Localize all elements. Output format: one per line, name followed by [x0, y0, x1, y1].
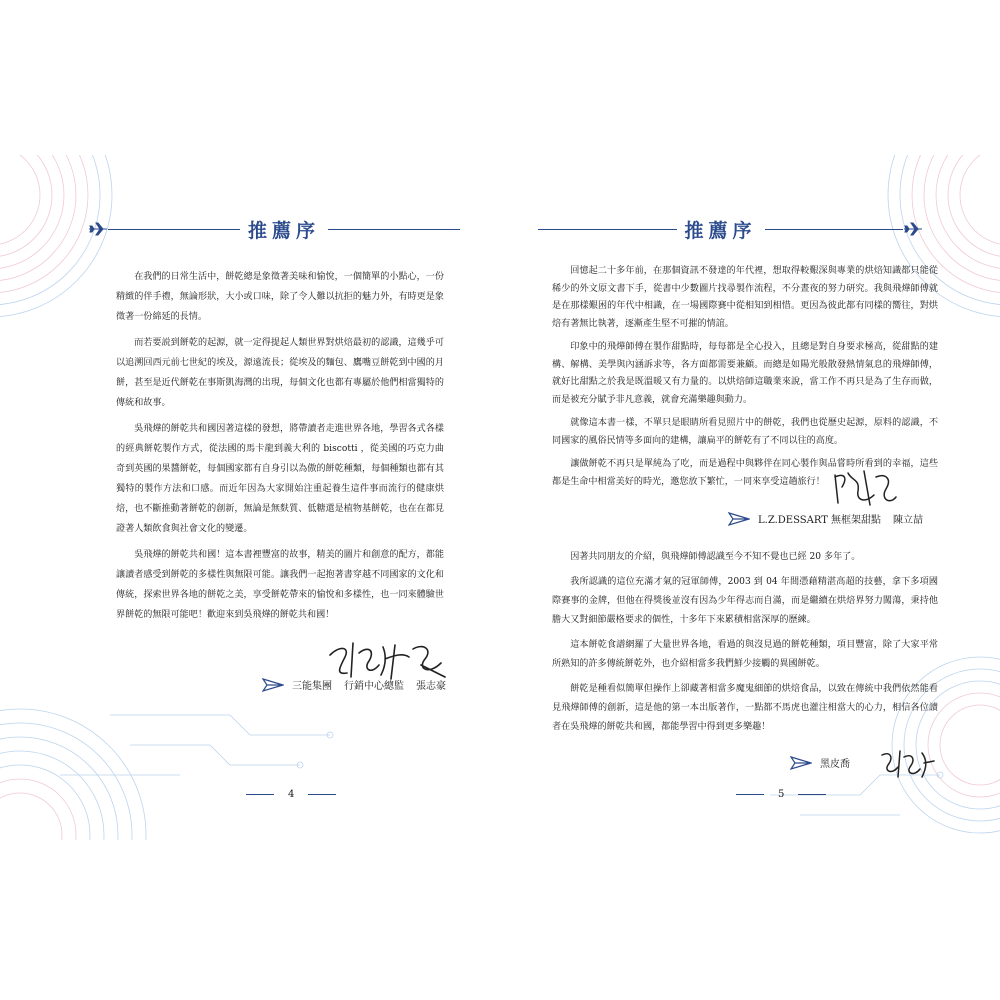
heading-rule-right [328, 229, 460, 230]
page-heading: 推薦序 [684, 219, 757, 242]
paragraph: 讓做餅乾不再只是單純為了吃，而是過程中與夥伴在同心製作與品嘗時所看到的幸福，這些都是生命中相當美好的時光，邀您放下繁忙，一同來享受這趟旅行！ [552, 459, 938, 487]
handwritten-signature [878, 747, 938, 781]
right-body-text-2 [552, 548, 938, 743]
signer-name: 陳立喆 [893, 515, 924, 526]
signer-line [262, 677, 458, 692]
paragraph: 在我們的日常生活中，餅乾總是象徵著美味和愉悅，一個簡單的小點心，一份精緻的伴手禮，無論形狀，大小或口味，除了令人難以抗拒的魅力外，有時更是象徵著一份綿延的長情。 [116, 272, 444, 322]
left-body-text [116, 267, 444, 631]
right-page [500, 155, 1000, 840]
paragraph: 就像這本書一樣，不單只是眼睛所看見照片中的餅乾，我們也從歷史起源，原料的認識，不同國家的風俗民情等多面向的建構，讓扁平的餅乾有了不同以往的高度。 [552, 418, 938, 446]
airplane-icon [88, 219, 108, 239]
left-page [0, 155, 500, 840]
page-number-right: 5 [722, 789, 840, 800]
paragraph: 這本餅乾食譜網羅了大量世界各地，看過的與沒見過的餅乾種類，項目豐富，除了大家平常所熟知的許多傳統餅乾外，也介紹相當多我們鮮少接觸的異國餅乾。 [552, 640, 938, 669]
heading-rule-right [765, 229, 904, 230]
signer1-line [728, 511, 935, 526]
airplane-icon [903, 219, 923, 239]
signer-title: 行銷中心總監 [344, 681, 404, 692]
paragraph: 而若要説到餅乾的起源，就一定得提起人類世界對烘焙最初的認識，這幾乎可以追溯回西元前七世紀的埃及，源遠流長；從埃及的麵包、鷹嘴豆餅乾到中國的月餅，甚至是近代餅乾在事斯凱海灣的出現，每個文化也都有專屬於他們相當獨特的傳統和故事。 [116, 338, 444, 408]
page-heading: 推薦序 [248, 219, 321, 242]
paragraph: 吳飛燁的餅乾共和國因著這樣的發想，將帶讀者走進世界各地，學習各式各樣的經典餅乾製作方式，從法國的馬卡龍到義大利的 biscotti ，從美國的巧克力曲奇到英國的果醬餅乾，每個國家都有自身引以為傲的餅乾種類，每個種類也都有其獨特的製作方法和口感。而近年因為大家開始注重起養生這件事而流行的健康烘焙，也不斷推動著餅乾的創新，無論是無麩質、低糖還是植物基餅乾，也在在都見證著人類飲食與社會文化的變遷。 [116, 424, 444, 534]
handwritten-signature [830, 467, 900, 509]
paragraph: 回憶起二十多年前，在那個資訊不發達的年代裡，想取得較艱深與專業的烘焙知識都只能從稀少的外文原文書下手，從書中少數圖片找尋製作流程，不分晝夜的努力研究。我與飛燁師傅就是在那樣艱困的年代中相識，在一場國際賽中從相知到相惜。更因為彼此都有同樣的嚮往，對烘焙有著無比執著，逐漸產生堅不可摧的情誼。 [552, 266, 938, 329]
signer-company: 三能集團 [292, 681, 332, 692]
paragraph: 吳飛燁的餅乾共和國！這本書裡豐富的故事，精美的圖片和創意的配方，都能讓讀者感受到餅乾的多樣性與無限可能。讓我們一起抱著書穿越不同國家的文化和傳統，探索世界各地的餅乾之美，享受餅乾帶來的愉悅和多樣性，也一同來體驗世界餅乾的無限可能吧！歡迎來到吳飛燁的餅乾共和國！ [116, 550, 444, 620]
page-number-left: 4 [232, 789, 350, 800]
signer-company: L.Z.DESSART 無框架甜點 [758, 515, 882, 526]
signer2-line [790, 755, 862, 770]
book-spread [0, 155, 1000, 840]
paper-plane-icon [790, 756, 812, 770]
signer-name: 黑皮喬 [820, 759, 850, 770]
paragraph: 印象中的飛燁師傅在製作甜點時，每每都是全心投入，且總是對自身要求極高，從甜點的建構、解構、美學與內涵訴求等，各方面都需要兼顧。而總是如陽光般散發熱情氣息的飛燁師傅，就好比甜點之於我是既溫暖又有力量的。以烘焙師這職業來說，當工作不再只是為了生存而做，而是被充分賦予非凡意義，就會充滿樂趣與動力。 [552, 342, 938, 405]
paper-plane-icon [262, 678, 284, 692]
paragraph: 因著共同朋友的介紹，與飛燁師傅認識至今不知不覺也已經 20 多年了。 [570, 552, 861, 562]
paragraph: 餅乾是種看似簡單但操作上卻藏著相當多魔鬼細節的烘焙食品，以致在傳統中我們依然能看見飛燁師傅的創新，這是他的第一本出版著作，一點都不馬虎也灌注相當大的心力，相信各位讀者在吳飛燁的餅乾共和國，都能學習中得到更多樂趣！ [552, 684, 938, 732]
heading-rule-left [108, 229, 240, 230]
left-heading-bar [88, 211, 460, 247]
paper-plane-icon [728, 512, 750, 526]
paragraph: 我所認識的這位充滿才氣的冠軍師傅，2003 到 04 年間憑藉精湛高超的技藝，拿下多項國際賽事的金牌，但他在得獎後並沒有因為少年得志而自滿，而是繼續在烘焙界努力闖蕩，秉持他膽大又對細節嚴格要求的個性，十多年下來累積相當深厚的歷練。 [552, 577, 938, 625]
heading-rule-left [538, 229, 677, 230]
signer-name: 張志豪 [416, 681, 446, 692]
right-body-text-1 [552, 263, 938, 497]
right-heading-bar [538, 211, 923, 247]
